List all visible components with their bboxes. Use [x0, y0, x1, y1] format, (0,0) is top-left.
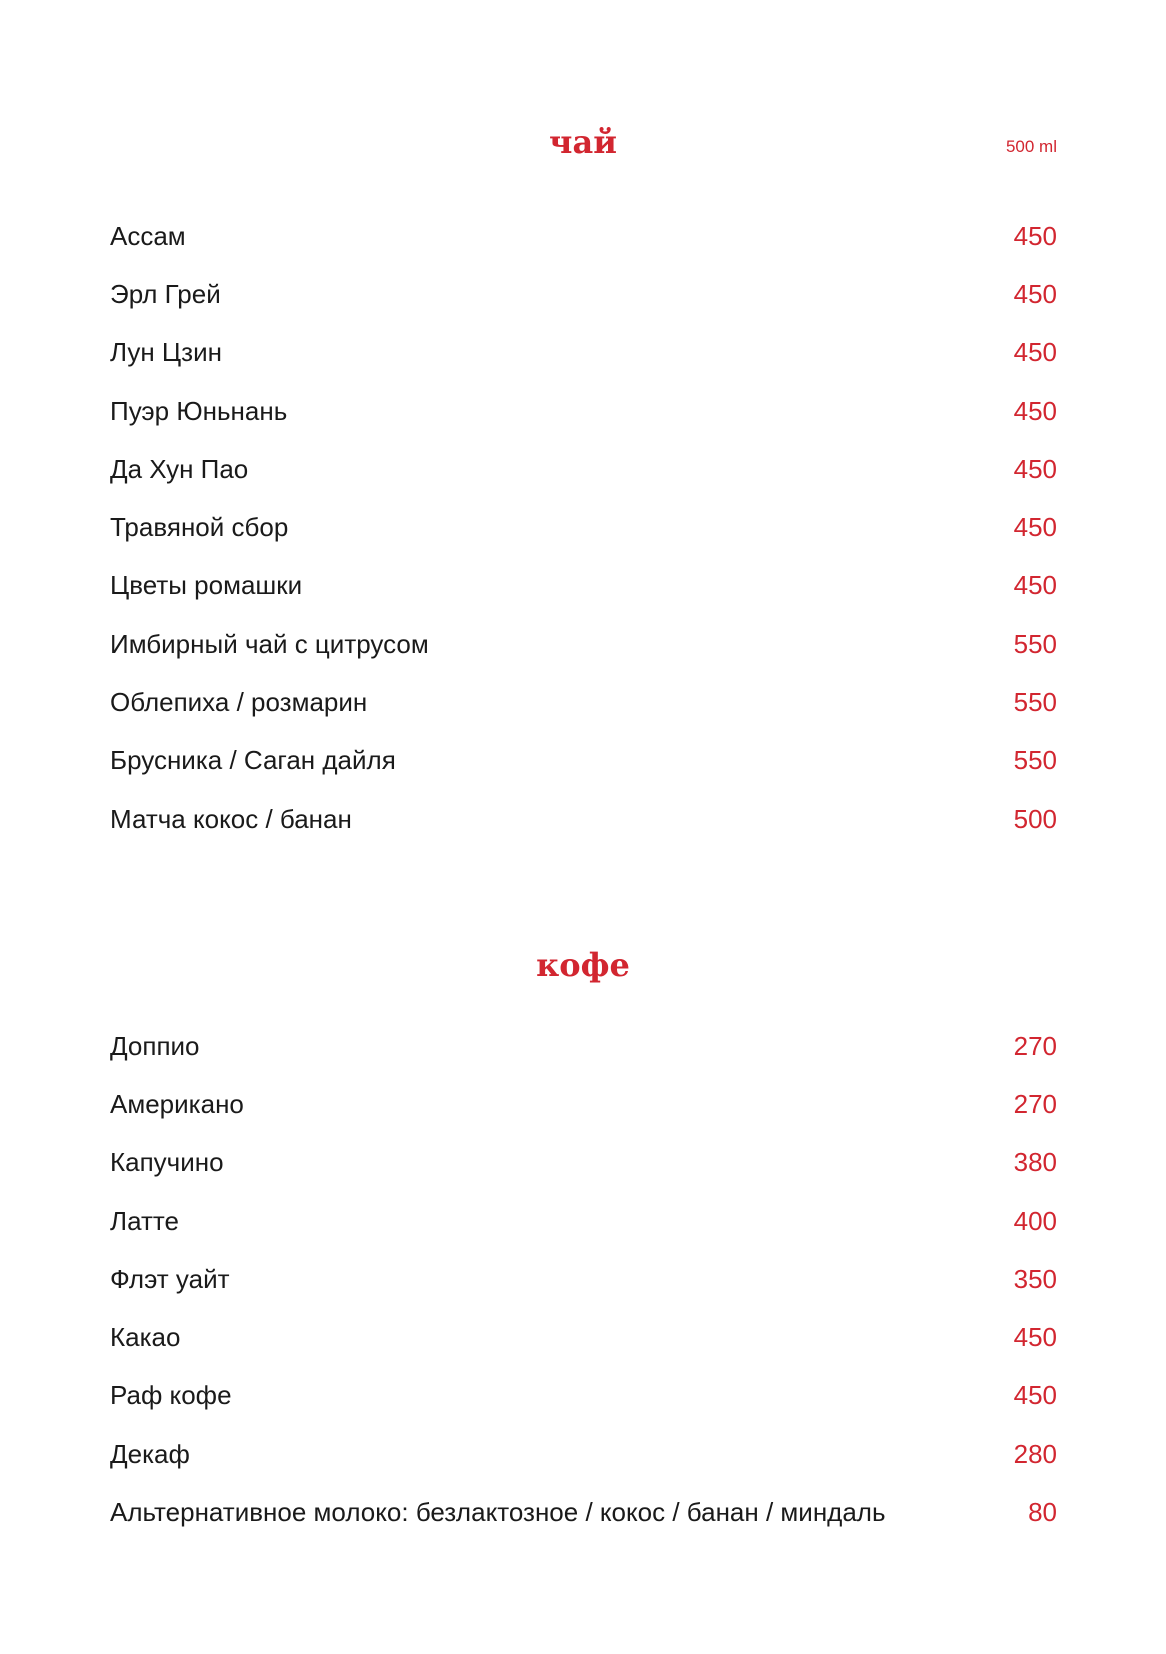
menu-item-name: Облепиха / розмарин [110, 687, 368, 718]
menu-item-price: 270 [1013, 1030, 1057, 1061]
menu-item [110, 557, 1057, 615]
menu-item-name: Раф кофе [110, 1380, 232, 1411]
menu-item [110, 382, 1057, 440]
menu-item-name: Эрл Грей [110, 278, 221, 309]
menu-item-price: 450 [1013, 512, 1057, 543]
menu-item-price: 450 [1013, 395, 1057, 426]
menu-item-price: 550 [1013, 745, 1057, 776]
coffee-section-title: кофе [536, 946, 630, 984]
tea-section-title: чай [549, 123, 617, 161]
menu-item-name: Имбирный чай с цитрусом [110, 628, 429, 659]
menu-item-name: Альтернативное молоко: безлактозное / кокос / банан / миндаль [110, 1497, 886, 1528]
menu-item-name: Ассам [110, 220, 186, 251]
menu-item-name: Декаф [110, 1438, 190, 1469]
menu-item [110, 1308, 1057, 1366]
menu-item-name: Да Хун Пао [110, 453, 249, 484]
menu-item [110, 324, 1057, 382]
menu-item [110, 1017, 1057, 1075]
menu-item-name: Американо [110, 1088, 244, 1119]
menu-item-price: 450 [1013, 1322, 1057, 1353]
menu-item-name: Травяной сбор [110, 512, 289, 543]
menu-item-price: 450 [1013, 337, 1057, 368]
menu-item-price: 450 [1013, 453, 1057, 484]
menu-item-price: 550 [1013, 628, 1057, 659]
menu-item-price: 500 [1013, 803, 1057, 834]
menu-item [110, 265, 1057, 323]
menu-item-name: Цветы ромашки [110, 570, 303, 601]
menu-item [110, 1134, 1057, 1192]
tea-volume-label: 500 ml [1005, 137, 1057, 156]
menu-item [110, 1192, 1057, 1250]
menu-item-name: Какао [110, 1322, 181, 1353]
menu-item-name: Пуэр Юньнань [110, 395, 288, 426]
menu-item-price: 400 [1013, 1205, 1057, 1236]
menu-item-price: 270 [1013, 1088, 1057, 1119]
menu-item [110, 673, 1057, 731]
tea-menu-list [110, 207, 1057, 848]
menu-item [110, 1367, 1057, 1425]
menu-item-name: Латте [110, 1205, 179, 1236]
menu-item [110, 790, 1057, 848]
menu-item-name: Капучино [110, 1147, 224, 1178]
menu-item [110, 615, 1057, 673]
menu-item [110, 1425, 1057, 1483]
coffee-menu-list [110, 1017, 1057, 1542]
menu-item-price: 550 [1013, 687, 1057, 718]
menu-item [110, 1075, 1057, 1133]
menu-item [110, 1250, 1057, 1308]
menu-item [110, 207, 1057, 265]
menu-item-name: Флэт уайт [110, 1263, 230, 1294]
menu-item-price: 280 [1013, 1438, 1057, 1469]
menu-item [110, 732, 1057, 790]
menu-item-price: 450 [1013, 570, 1057, 601]
menu-item-price: 350 [1013, 1263, 1057, 1294]
menu-item-price: 450 [1013, 1380, 1057, 1411]
menu-item-price: 380 [1013, 1147, 1057, 1178]
menu-item-price: 80 [1028, 1497, 1057, 1528]
menu-item-name: Лун Цзин [110, 337, 222, 368]
menu-item-price: 450 [1013, 220, 1057, 251]
menu-item [110, 498, 1057, 556]
menu-item [110, 440, 1057, 498]
menu-item-name: Доппио [110, 1030, 200, 1061]
menu-item-name: Брусника / Саган дайля [110, 745, 396, 776]
menu-item-name: Матча кокос / банан [110, 803, 352, 834]
menu-item-price: 450 [1013, 278, 1057, 309]
menu-item [110, 1483, 1057, 1541]
